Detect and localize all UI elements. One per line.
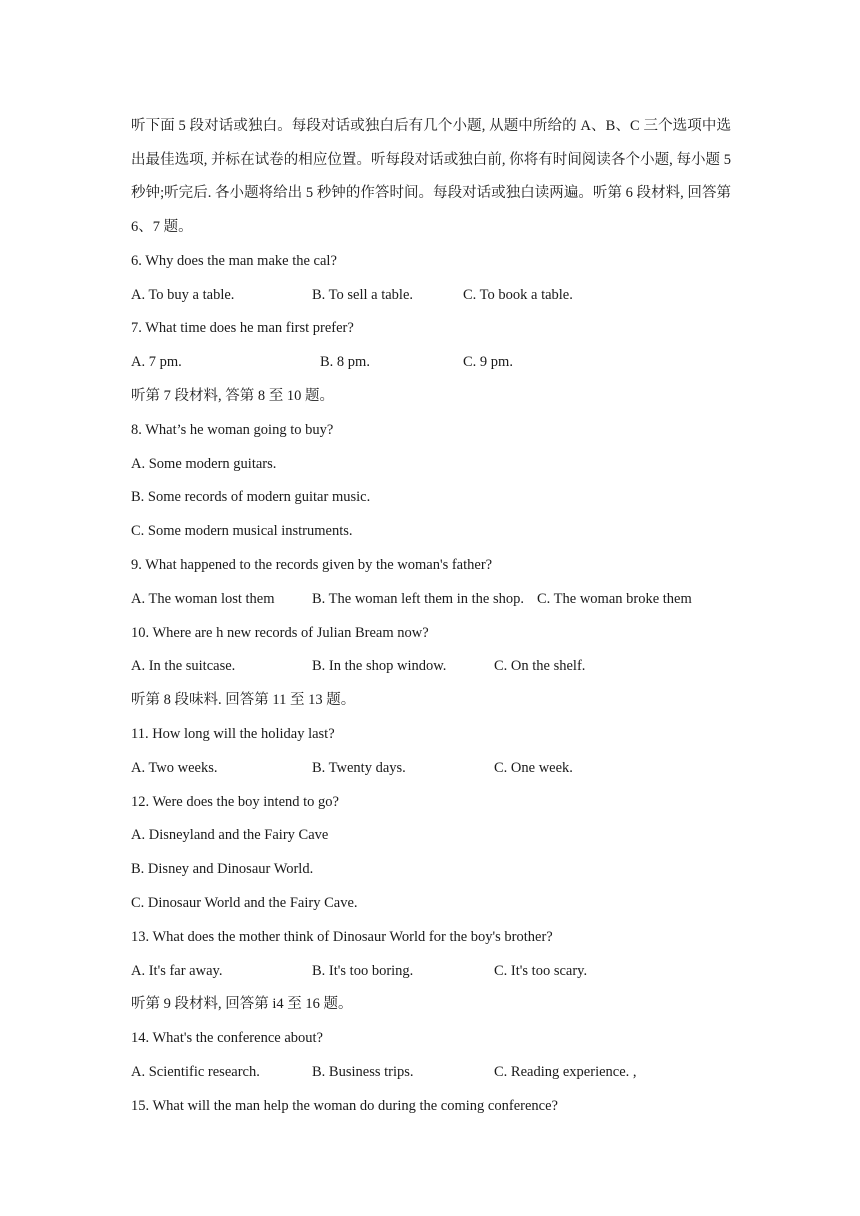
option-7-c: C. 9 pm. — [463, 354, 513, 371]
option-14-c: C. Reading experience. , — [494, 1063, 637, 1080]
question-12: 12. Were does the boy intend to go? — [131, 793, 339, 810]
option-8-b: B. Some records of modern guitar music. — [131, 489, 371, 506]
option-6-a: A. To buy a table. — [131, 286, 235, 303]
section-heading-8: 听第 8 段味料. 回答第 11 至 13 题。 — [131, 692, 356, 709]
question-10: 10. Where are h new records of Julian Bream now? — [131, 624, 429, 641]
option-14-a: A. Scientific research. — [131, 1063, 260, 1080]
options-row-7 — [131, 346, 731, 380]
option-9-c: C. The woman broke them — [537, 590, 692, 607]
option-10-c: C. On the shelf. — [494, 658, 586, 675]
question-15: 15. What will the man help the woman do during the coming conference? — [131, 1097, 558, 1114]
section-heading-7: 听第 7 段材料, 答第 8 至 10 题。 — [131, 388, 334, 404]
section-heading-9: 听第 9 段材料, 回答第 i4 至 16 题。 — [131, 996, 353, 1013]
option-12-b: B. Disney and Dinosaur World. — [131, 861, 314, 878]
options-row-14 — [131, 1056, 731, 1090]
option-13-b: B. It's too boring. — [312, 962, 414, 979]
question-9: 9. What happened to the records given by the woman's father? — [131, 556, 493, 573]
exam-page — [131, 110, 731, 1124]
option-10-a: A. In the suitcase. — [131, 658, 236, 675]
option-11-c: C. One week. — [494, 759, 573, 776]
options-row-6 — [131, 279, 731, 313]
question-8: 8. What’s he woman going to buy? — [131, 421, 334, 438]
option-8-a: A. Some modern guitars. — [131, 455, 277, 472]
option-10-b: B. In the shop window. — [312, 658, 447, 675]
options-row-13 — [131, 955, 731, 989]
option-7-b: B. 8 pm. — [320, 354, 370, 371]
option-11-a: A. Two weeks. — [131, 759, 218, 776]
options-row-11 — [131, 752, 731, 786]
option-14-b: B. Business trips. — [312, 1063, 414, 1080]
section-instructions: 听下面 5 段对话或独白。每段对话或独白后有几个小题, 从题中所给的 A、B、C 三个选项中选出最佳选项, 并标在试卷的相应位置。听每段对话或独白前, 你将有时间阅读各个小题, 每小题 5 秒钟;听完后. 各小题将给出 5 秒钟的作答时间。每段对话或独白读两遍。听第 6 段材料, 回答第 6、7 题。 — [131, 118, 731, 236]
option-13-a: A. It's far away. — [131, 962, 223, 979]
options-row-10 — [131, 650, 731, 684]
question-6: 6. Why does the man make the cal? — [131, 252, 337, 269]
question-14: 14. What's the conference about? — [131, 1030, 323, 1047]
option-6-c: C. To book a table. — [463, 286, 573, 303]
option-12-a: A. Disneyland and the Fairy Cave — [131, 827, 329, 844]
option-6-b: B. To sell a table. — [312, 286, 414, 303]
option-8-c: C. Some modern musical instruments. — [131, 523, 353, 540]
option-7-a: A. 7 pm. — [131, 354, 182, 371]
question-11: 11. How long will the holiday last? — [131, 725, 335, 742]
question-7: 7. What time does he man first prefer? — [131, 320, 354, 337]
option-9-a: A. The woman lost them — [131, 590, 275, 607]
options-row-9 — [131, 583, 731, 617]
option-9-b: B. The woman left them in the shop. — [312, 590, 524, 607]
question-13: 13. What does the mother think of Dinosaur World for the boy's brother? — [131, 928, 553, 945]
option-13-c: C. It's too scary. — [494, 962, 588, 979]
option-11-b: B. Twenty days. — [312, 759, 406, 776]
option-12-c: C. Dinosaur World and the Fairy Cave. — [131, 894, 358, 911]
